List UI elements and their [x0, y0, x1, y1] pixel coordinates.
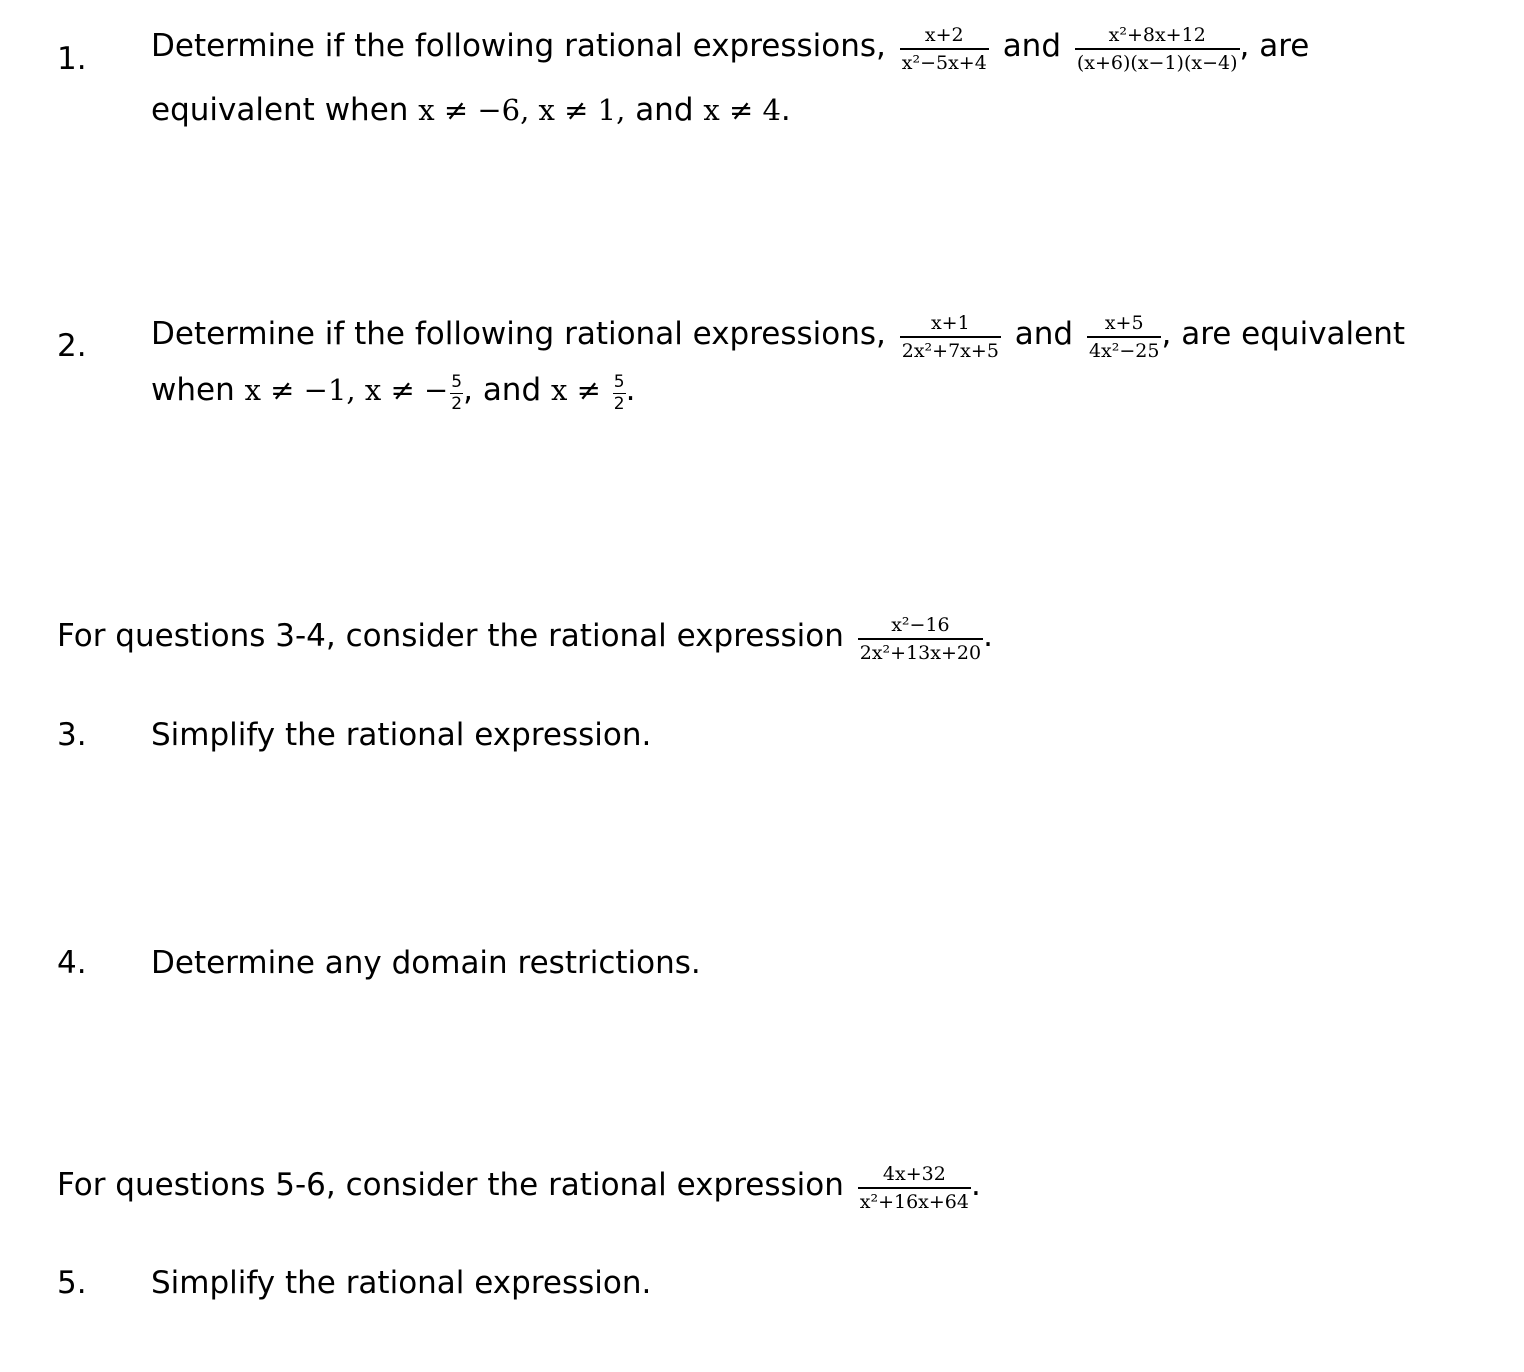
fraction-numerator: x²+8x+12	[1075, 24, 1240, 50]
fraction-denominator: (x+6)(x−1)(x−4)	[1076, 51, 1238, 74]
question-2-text-tail: , are equivalent	[1161, 315, 1406, 352]
intro-3-4-text: For questions 3-4, consider the rational expression	[57, 617, 844, 654]
question-2-line-2-text: when	[151, 371, 235, 408]
and-word: and	[635, 92, 694, 128]
period: .	[625, 371, 636, 408]
intro-3-4-fraction	[858, 614, 983, 665]
question-1-line-2	[151, 92, 791, 128]
question-1-text-tail: , are	[1239, 27, 1310, 64]
question-2-line-2	[151, 370, 635, 413]
question-2-text: Determine if the following rational expressions,	[151, 315, 886, 352]
fraction-denominator: 2x²+13x+20	[859, 641, 982, 664]
fraction-denominator: 2	[451, 394, 463, 415]
question-1-fraction-1	[900, 24, 989, 75]
period: .	[780, 92, 791, 128]
question-2-line-1	[151, 310, 1405, 361]
question-5-text: Simplify the rational expression.	[151, 1265, 652, 1301]
intro-5-6-fraction	[858, 1163, 971, 1214]
question-3-number: 3.	[57, 717, 87, 753]
fraction-numerator: 5	[613, 372, 626, 394]
intro-5-6-text: For questions 5-6, consider the rational expression	[57, 1166, 844, 1203]
question-2-fraction-1	[900, 312, 1001, 363]
fraction-denominator: 2	[613, 394, 625, 415]
fraction-numerator: x²−16	[858, 614, 983, 640]
fraction-denominator: 2x²+7x+5	[901, 339, 999, 362]
question-1-line-1	[151, 22, 1309, 73]
fraction-denominator: x²+16x+64	[859, 1190, 969, 1213]
question-1-condition-1: x ≠ −6, x ≠ 1,	[418, 93, 626, 127]
question-1-fraction-2	[1075, 24, 1240, 75]
question-1-text: Determine if the following rational expressions,	[151, 27, 886, 64]
fraction-numerator: x+2	[900, 24, 989, 50]
fraction-numerator: x+5	[1087, 312, 1162, 338]
intro-questions-3-4	[57, 612, 993, 663]
intro-questions-5-6	[57, 1161, 981, 1212]
question-1-condition-2: x ≠ 4	[703, 93, 781, 127]
fraction-numerator: 5	[450, 372, 463, 394]
question-2-fraction-2	[1087, 312, 1162, 363]
and-word: and	[1014, 315, 1074, 352]
question-2-condition-2-fraction	[613, 372, 626, 415]
and-word: and	[1002, 27, 1062, 64]
fraction-denominator: 4x²−25	[1088, 339, 1160, 362]
question-4-text: Determine any domain restrictions.	[151, 945, 701, 981]
fraction-numerator: 4x+32	[858, 1163, 971, 1189]
fraction-denominator: x²−5x+4	[901, 51, 987, 74]
period: .	[970, 1166, 981, 1203]
fraction-numerator: x+1	[900, 312, 1001, 338]
question-3-text: Simplify the rational expression.	[151, 717, 652, 753]
question-4-number: 4.	[57, 945, 87, 981]
and-word: and	[482, 371, 542, 408]
question-2-number: 2.	[57, 328, 87, 364]
question-1-line-2-text: equivalent when	[151, 92, 409, 128]
question-2-condition-1-fraction	[450, 372, 463, 415]
question-2-condition-2: x ≠	[551, 372, 601, 407]
comma: ,	[463, 371, 473, 408]
question-5-number: 5.	[57, 1265, 87, 1301]
question-1-number: 1.	[57, 41, 87, 77]
period: .	[983, 617, 993, 654]
question-2-condition-1: x ≠ −1, x ≠ −	[244, 372, 449, 407]
